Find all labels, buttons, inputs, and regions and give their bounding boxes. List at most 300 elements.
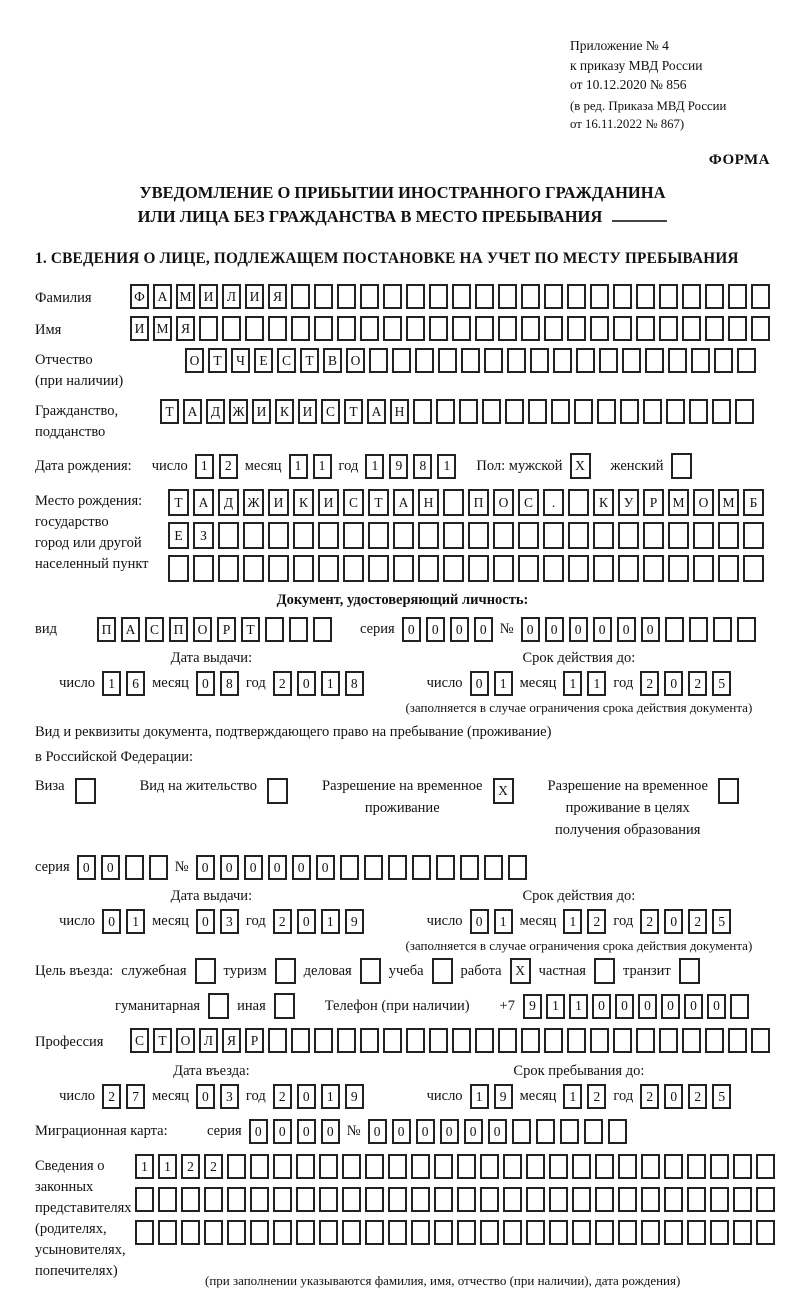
form-cell[interactable]: В <box>323 348 342 373</box>
form-cell[interactable] <box>743 522 764 549</box>
form-cell[interactable] <box>314 316 333 341</box>
form-cell[interactable]: О <box>693 489 714 516</box>
form-cell[interactable] <box>273 1154 292 1179</box>
form-cell[interactable] <box>296 1220 315 1245</box>
form-cell[interactable]: 1 <box>321 1084 340 1109</box>
form-cell[interactable]: Т <box>160 399 179 424</box>
form-cell[interactable]: 1 <box>195 454 214 479</box>
form-cell[interactable]: 2 <box>640 1084 659 1109</box>
form-cell[interactable] <box>227 1154 246 1179</box>
form-cell[interactable]: 2 <box>273 1084 292 1109</box>
form-cell[interactable] <box>434 1220 453 1245</box>
form-cell[interactable] <box>484 348 503 373</box>
form-cell[interactable]: 0 <box>297 1084 316 1109</box>
form-cell[interactable] <box>693 555 714 582</box>
form-cell[interactable] <box>342 1187 361 1212</box>
form-cell[interactable] <box>551 399 570 424</box>
form-cell[interactable] <box>411 1220 430 1245</box>
form-cell[interactable] <box>457 1187 476 1212</box>
form-cell[interactable] <box>318 555 339 582</box>
form-cell[interactable] <box>480 1154 499 1179</box>
form-cell[interactable] <box>273 1220 292 1245</box>
form-cell[interactable]: 0 <box>470 671 489 696</box>
form-cell[interactable] <box>528 399 547 424</box>
form-cell[interactable] <box>503 1154 522 1179</box>
form-cell[interactable] <box>360 316 379 341</box>
form-cell[interactable]: 1 <box>494 909 513 934</box>
form-cell[interactable] <box>687 1220 706 1245</box>
form-cell[interactable]: 0 <box>470 909 489 934</box>
form-cell[interactable] <box>135 1220 154 1245</box>
form-cell[interactable] <box>293 522 314 549</box>
form-cell[interactable] <box>618 1187 637 1212</box>
form-cell[interactable]: Е <box>168 522 189 549</box>
form-cell[interactable] <box>743 555 764 582</box>
form-cell[interactable] <box>365 1187 384 1212</box>
form-cell[interactable] <box>368 555 389 582</box>
form-cell[interactable]: 0 <box>273 1119 292 1144</box>
form-cell[interactable] <box>383 1028 402 1053</box>
form-cell[interactable] <box>319 1220 338 1245</box>
form-cell[interactable] <box>636 316 655 341</box>
form-cell[interactable]: 6 <box>126 671 145 696</box>
form-cell[interactable] <box>493 555 514 582</box>
form-cell[interactable] <box>508 855 527 880</box>
form-cell[interactable] <box>526 1154 545 1179</box>
form-cell[interactable] <box>666 399 685 424</box>
form-cell[interactable]: П <box>169 617 188 642</box>
form-cell[interactable] <box>413 399 432 424</box>
form-cell[interactable] <box>319 1154 338 1179</box>
form-cell[interactable] <box>393 522 414 549</box>
form-cell[interactable] <box>275 958 296 984</box>
form-cell[interactable]: А <box>153 284 172 309</box>
form-cell[interactable] <box>368 522 389 549</box>
form-cell[interactable] <box>498 316 517 341</box>
form-cell[interactable] <box>737 617 756 642</box>
form-cell[interactable] <box>567 316 586 341</box>
form-cell[interactable] <box>418 555 439 582</box>
form-cell[interactable] <box>590 284 609 309</box>
form-cell[interactable] <box>319 1187 338 1212</box>
form-cell[interactable] <box>526 1220 545 1245</box>
form-cell[interactable] <box>705 284 724 309</box>
form-cell[interactable]: А <box>367 399 386 424</box>
form-cell[interactable] <box>268 555 289 582</box>
form-cell[interactable] <box>643 522 664 549</box>
form-cell[interactable] <box>622 348 641 373</box>
form-cell[interactable]: Я <box>222 1028 241 1053</box>
form-cell[interactable]: 9 <box>345 909 364 934</box>
form-cell[interactable] <box>340 855 359 880</box>
form-cell[interactable] <box>512 1119 531 1144</box>
form-cell[interactable] <box>641 1220 660 1245</box>
form-cell[interactable] <box>193 555 214 582</box>
form-cell[interactable]: 1 <box>321 671 340 696</box>
form-cell[interactable] <box>526 1187 545 1212</box>
form-cell[interactable]: 1 <box>102 671 121 696</box>
form-cell[interactable] <box>682 284 701 309</box>
form-cell[interactable] <box>693 522 714 549</box>
form-cell[interactable] <box>498 1028 517 1053</box>
form-cell[interactable] <box>475 316 494 341</box>
form-cell[interactable]: 0 <box>684 994 703 1019</box>
form-cell[interactable] <box>544 316 563 341</box>
form-cell[interactable] <box>737 348 756 373</box>
form-cell[interactable]: С <box>343 489 364 516</box>
form-cell[interactable]: И <box>252 399 271 424</box>
form-cell[interactable]: 1 <box>546 994 565 1019</box>
form-cell[interactable]: 2 <box>181 1154 200 1179</box>
form-cell[interactable] <box>461 348 480 373</box>
form-cell[interactable]: 1 <box>365 454 384 479</box>
form-cell[interactable]: Д <box>218 489 239 516</box>
form-cell[interactable] <box>668 555 689 582</box>
form-cell[interactable]: 0 <box>569 617 588 642</box>
form-cell[interactable]: 0 <box>440 1119 459 1144</box>
form-cell[interactable] <box>204 1187 223 1212</box>
form-cell[interactable] <box>218 522 239 549</box>
form-cell[interactable]: П <box>468 489 489 516</box>
form-cell[interactable]: А <box>183 399 202 424</box>
form-cell[interactable]: Ч <box>231 348 250 373</box>
form-cell[interactable]: И <box>298 399 317 424</box>
form-cell[interactable]: 1 <box>494 671 513 696</box>
form-cell[interactable]: Ж <box>229 399 248 424</box>
form-cell[interactable]: Ж <box>243 489 264 516</box>
form-cell[interactable] <box>521 316 540 341</box>
form-cell[interactable] <box>411 1187 430 1212</box>
form-cell[interactable] <box>475 1028 494 1053</box>
form-cell[interactable] <box>457 1220 476 1245</box>
form-cell[interactable] <box>521 1028 540 1053</box>
form-cell[interactable] <box>756 1187 775 1212</box>
form-cell[interactable]: И <box>318 489 339 516</box>
form-cell[interactable] <box>664 1220 683 1245</box>
form-cell[interactable] <box>411 1154 430 1179</box>
form-cell[interactable] <box>705 1028 724 1053</box>
form-cell[interactable]: Я <box>268 284 287 309</box>
form-cell[interactable]: Л <box>199 1028 218 1053</box>
form-cell[interactable]: 9 <box>345 1084 364 1109</box>
form-cell[interactable] <box>443 522 464 549</box>
form-cell[interactable]: И <box>268 489 289 516</box>
form-cell[interactable] <box>608 1119 627 1144</box>
form-cell[interactable] <box>343 555 364 582</box>
form-cell[interactable]: 0 <box>474 617 493 642</box>
form-cell[interactable] <box>572 1154 591 1179</box>
form-cell[interactable] <box>733 1154 752 1179</box>
form-cell[interactable] <box>568 555 589 582</box>
form-cell[interactable] <box>342 1220 361 1245</box>
form-cell[interactable] <box>595 1220 614 1245</box>
form-cell[interactable] <box>730 994 749 1019</box>
form-cell[interactable]: 1 <box>126 909 145 934</box>
form-cell[interactable]: 0 <box>521 617 540 642</box>
form-cell[interactable] <box>705 316 724 341</box>
form-cell[interactable]: М <box>668 489 689 516</box>
form-cell[interactable] <box>710 1187 729 1212</box>
form-cell[interactable] <box>584 1119 603 1144</box>
form-cell[interactable] <box>493 522 514 549</box>
form-cell[interactable] <box>682 316 701 341</box>
form-cell[interactable] <box>369 348 388 373</box>
form-cell[interactable] <box>289 617 308 642</box>
form-cell[interactable] <box>227 1220 246 1245</box>
form-cell[interactable] <box>687 1187 706 1212</box>
form-cell[interactable] <box>218 555 239 582</box>
form-cell[interactable] <box>158 1220 177 1245</box>
form-cell[interactable] <box>682 1028 701 1053</box>
form-cell[interactable]: 5 <box>712 909 731 934</box>
form-cell[interactable] <box>751 316 770 341</box>
form-cell[interactable]: 1 <box>437 454 456 479</box>
form-cell[interactable]: 0 <box>368 1119 387 1144</box>
form-cell[interactable] <box>388 1187 407 1212</box>
form-cell[interactable]: К <box>293 489 314 516</box>
form-cell[interactable] <box>392 348 411 373</box>
form-cell[interactable] <box>125 855 144 880</box>
form-cell[interactable] <box>521 284 540 309</box>
form-cell[interactable]: Е <box>254 348 273 373</box>
form-cell[interactable] <box>267 778 288 804</box>
form-cell[interactable]: 0 <box>102 909 121 934</box>
form-cell[interactable] <box>245 316 264 341</box>
form-cell[interactable] <box>613 1028 632 1053</box>
form-cell[interactable]: 1 <box>313 454 332 479</box>
form-cell[interactable] <box>475 284 494 309</box>
form-cell[interactable]: О <box>185 348 204 373</box>
form-cell[interactable] <box>291 284 310 309</box>
form-cell[interactable]: 0 <box>196 909 215 934</box>
form-cell[interactable]: З <box>193 522 214 549</box>
form-cell[interactable] <box>751 1028 770 1053</box>
form-cell[interactable] <box>659 284 678 309</box>
form-cell[interactable] <box>318 522 339 549</box>
form-cell[interactable]: Л <box>222 284 241 309</box>
form-cell[interactable] <box>432 958 453 984</box>
form-cell[interactable] <box>443 489 464 516</box>
form-cell[interactable] <box>620 399 639 424</box>
form-cell[interactable] <box>388 1220 407 1245</box>
form-cell[interactable] <box>314 1028 333 1053</box>
form-cell[interactable] <box>735 399 754 424</box>
form-cell[interactable]: 0 <box>77 855 96 880</box>
form-cell[interactable] <box>560 1119 579 1144</box>
form-cell[interactable] <box>756 1220 775 1245</box>
form-cell[interactable] <box>406 1028 425 1053</box>
form-cell[interactable]: Т <box>208 348 227 373</box>
form-cell[interactable]: 0 <box>615 994 634 1019</box>
form-cell[interactable] <box>618 555 639 582</box>
form-cell[interactable]: 5 <box>712 1084 731 1109</box>
form-cell[interactable]: 0 <box>402 617 421 642</box>
form-cell[interactable]: С <box>518 489 539 516</box>
form-cell[interactable]: 2 <box>204 1154 223 1179</box>
form-cell[interactable] <box>388 855 407 880</box>
form-cell[interactable]: 0 <box>664 909 683 934</box>
form-cell[interactable]: 9 <box>494 1084 513 1109</box>
form-cell[interactable] <box>460 855 479 880</box>
form-cell[interactable] <box>383 284 402 309</box>
form-cell[interactable] <box>204 1220 223 1245</box>
form-cell[interactable] <box>756 1154 775 1179</box>
form-cell[interactable] <box>314 284 333 309</box>
form-cell[interactable] <box>713 617 732 642</box>
form-cell[interactable]: 3 <box>220 909 239 934</box>
form-cell[interactable] <box>664 1154 683 1179</box>
form-cell[interactable]: 7 <box>126 1084 145 1109</box>
form-cell[interactable]: 0 <box>316 855 335 880</box>
form-cell[interactable] <box>484 855 503 880</box>
form-cell[interactable]: 0 <box>196 671 215 696</box>
form-cell[interactable] <box>415 348 434 373</box>
form-cell[interactable] <box>250 1154 269 1179</box>
form-cell[interactable]: Р <box>643 489 664 516</box>
form-cell[interactable] <box>436 399 455 424</box>
form-cell[interactable]: 2 <box>640 671 659 696</box>
form-cell[interactable]: 0 <box>450 617 469 642</box>
form-cell[interactable]: 1 <box>569 994 588 1019</box>
form-cell[interactable] <box>412 855 431 880</box>
form-cell[interactable] <box>429 316 448 341</box>
form-cell[interactable] <box>482 399 501 424</box>
form-cell[interactable] <box>668 348 687 373</box>
form-cell[interactable]: 0 <box>321 1119 340 1144</box>
form-cell[interactable] <box>360 1028 379 1053</box>
form-cell[interactable]: 1 <box>289 454 308 479</box>
form-cell[interactable] <box>181 1220 200 1245</box>
form-cell[interactable]: Н <box>390 399 409 424</box>
form-cell[interactable] <box>664 1187 683 1212</box>
form-cell[interactable] <box>641 1154 660 1179</box>
form-cell[interactable]: И <box>130 316 149 341</box>
form-cell[interactable] <box>208 993 229 1019</box>
form-cell[interactable] <box>728 1028 747 1053</box>
form-cell[interactable]: Ф <box>130 284 149 309</box>
form-cell[interactable]: С <box>145 617 164 642</box>
form-cell[interactable]: 0 <box>392 1119 411 1144</box>
form-cell[interactable] <box>691 348 710 373</box>
form-cell[interactable]: 1 <box>587 671 606 696</box>
form-cell[interactable] <box>567 1028 586 1053</box>
form-cell[interactable] <box>665 617 684 642</box>
form-cell[interactable] <box>468 522 489 549</box>
form-cell[interactable] <box>364 855 383 880</box>
form-cell[interactable] <box>576 348 595 373</box>
form-cell[interactable]: X <box>510 958 531 984</box>
form-cell[interactable] <box>643 399 662 424</box>
form-cell[interactable]: М <box>176 284 195 309</box>
form-cell[interactable]: 0 <box>638 994 657 1019</box>
form-cell[interactable] <box>181 1187 200 1212</box>
form-cell[interactable] <box>503 1220 522 1245</box>
form-cell[interactable] <box>434 1187 453 1212</box>
form-cell[interactable] <box>659 1028 678 1053</box>
form-cell[interactable]: 2 <box>587 909 606 934</box>
form-cell[interactable] <box>613 316 632 341</box>
form-cell[interactable]: 0 <box>641 617 660 642</box>
form-cell[interactable]: 1 <box>135 1154 154 1179</box>
form-cell[interactable] <box>429 1028 448 1053</box>
form-cell[interactable]: 0 <box>426 617 445 642</box>
form-cell[interactable] <box>618 1154 637 1179</box>
form-cell[interactable] <box>222 316 241 341</box>
form-cell[interactable]: Б <box>743 489 764 516</box>
form-cell[interactable] <box>668 522 689 549</box>
form-cell[interactable]: Т <box>344 399 363 424</box>
form-cell[interactable] <box>751 284 770 309</box>
form-cell[interactable]: О <box>346 348 365 373</box>
form-cell[interactable] <box>718 522 739 549</box>
form-cell[interactable] <box>553 348 572 373</box>
form-cell[interactable] <box>645 348 664 373</box>
form-cell[interactable]: 1 <box>563 671 582 696</box>
form-cell[interactable]: 1 <box>563 1084 582 1109</box>
form-cell[interactable] <box>507 348 526 373</box>
form-cell[interactable] <box>689 617 708 642</box>
form-cell[interactable] <box>643 555 664 582</box>
form-cell[interactable] <box>518 555 539 582</box>
form-cell[interactable] <box>549 1187 568 1212</box>
form-cell[interactable]: И <box>245 284 264 309</box>
form-cell[interactable] <box>718 778 739 804</box>
form-cell[interactable] <box>429 284 448 309</box>
form-cell[interactable] <box>549 1154 568 1179</box>
form-cell[interactable] <box>593 555 614 582</box>
form-cell[interactable]: X <box>493 778 514 804</box>
form-cell[interactable]: А <box>393 489 414 516</box>
form-cell[interactable] <box>594 958 615 984</box>
form-cell[interactable] <box>199 316 218 341</box>
form-cell[interactable]: 0 <box>268 855 287 880</box>
form-cell[interactable]: 0 <box>416 1119 435 1144</box>
form-cell[interactable] <box>250 1220 269 1245</box>
form-cell[interactable]: С <box>321 399 340 424</box>
form-cell[interactable]: 0 <box>707 994 726 1019</box>
form-cell[interactable] <box>733 1220 752 1245</box>
form-cell[interactable] <box>168 555 189 582</box>
form-cell[interactable] <box>687 1154 706 1179</box>
form-cell[interactable]: 9 <box>523 994 542 1019</box>
form-cell[interactable]: 0 <box>592 994 611 1019</box>
form-cell[interactable]: 8 <box>413 454 432 479</box>
form-cell[interactable] <box>250 1187 269 1212</box>
form-cell[interactable]: П <box>97 617 116 642</box>
form-cell[interactable] <box>505 399 524 424</box>
form-cell[interactable] <box>636 284 655 309</box>
form-cell[interactable]: 2 <box>273 671 292 696</box>
form-cell[interactable]: 0 <box>593 617 612 642</box>
form-cell[interactable]: 8 <box>345 671 364 696</box>
form-cell[interactable] <box>728 284 747 309</box>
form-cell[interactable] <box>710 1154 729 1179</box>
form-cell[interactable]: Т <box>368 489 389 516</box>
form-cell[interactable] <box>393 555 414 582</box>
form-cell[interactable] <box>343 522 364 549</box>
form-cell[interactable] <box>567 284 586 309</box>
form-cell[interactable]: 2 <box>688 1084 707 1109</box>
form-cell[interactable]: 0 <box>101 855 120 880</box>
form-cell[interactable] <box>636 1028 655 1053</box>
form-cell[interactable] <box>595 1187 614 1212</box>
form-cell[interactable]: Т <box>241 617 260 642</box>
form-cell[interactable]: 2 <box>688 671 707 696</box>
form-cell[interactable] <box>452 316 471 341</box>
form-cell[interactable] <box>291 1028 310 1053</box>
form-cell[interactable]: 2 <box>587 1084 606 1109</box>
form-cell[interactable] <box>593 522 614 549</box>
